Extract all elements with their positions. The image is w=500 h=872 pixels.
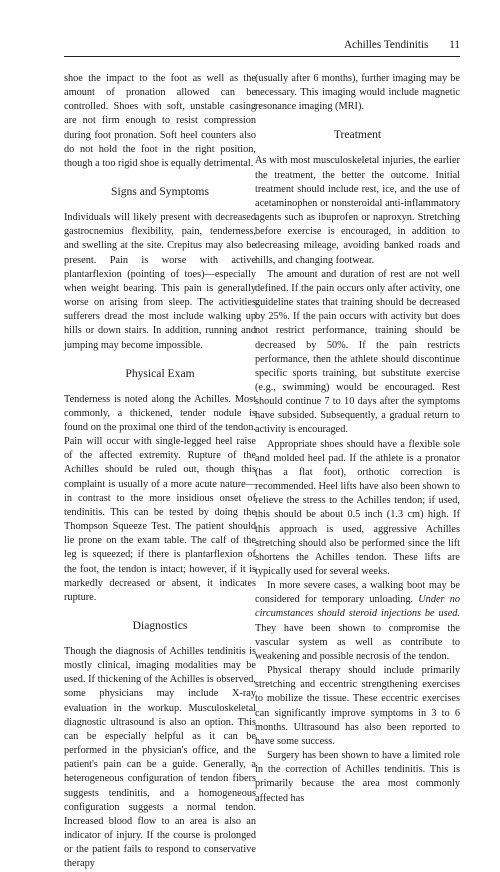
heading-physical-exam: Physical Exam xyxy=(125,366,195,380)
heading-treatment: Treatment xyxy=(333,128,382,142)
running-head xyxy=(64,34,460,57)
heading-diagnostics: Diagnostics xyxy=(132,619,188,632)
paragraph-shoes: Appropriate shoes should have a flexible sole and molded heel pad. If the athlete is a pronator (has a flat foot), orthotic correction is recommended. Heel lifts have also been shown to relieve the stress to the Achilles tendon; if used, this should be about 0.5 inch (1.3 cm) high. If this approach is used, aggressive Achilles stretching should also be performed since the lift shortens the Achilles tendon. These lifts are typically used for several weeks. xyxy=(255,438,460,577)
paragraph-imaging: (usually after 6 months), further imaging may be necessary. This imaging would include magnetic resonance imaging (MRI). xyxy=(255,73,460,113)
heading-signs-and-symptoms: Signs and Symptoms xyxy=(111,185,209,199)
left-column xyxy=(64,72,256,872)
right-column xyxy=(255,72,460,806)
walking-boot-text-end: They have been shown to compromise the vascular system as well as contribute to weakening and possible necrosis of the tendon. xyxy=(255,622,460,662)
paragraph-continued: shoe the impact to the foot as well as the amount of pronation allowed can be controlled. Shoes with soft, unstable casing are not firm enough to resist compression during foot pronation. Soft heel counters also do not hold the foot in the right position, though a too rigid shoe is equally detrimental. xyxy=(64,73,256,169)
page-number: 11 xyxy=(449,39,460,51)
steroid-warning: Under no circumstances should steroid injections be used. xyxy=(255,594,460,620)
walking-boot-text: In more severe cases, a walking boot may be considered for temporary unloading. xyxy=(255,580,460,606)
paragraph-signs: Individuals will likely present with decreased gastrocnemius flexibility, pain, tenderness, and swelling at the site. Crepitus may also be present. Pain is worse with active plantarflexion (pointing of toes)—especially when weight bearing. This pain is generally worse on arising from sleep. The activities sufferers dread the most include walking up hills or down stairs. In addition, running and jumping may become impossible. xyxy=(64,212,256,351)
running-title: Achilles Tendinitis xyxy=(343,39,429,51)
paragraph-physical-therapy: Physical therapy should include primarily stretching and eccentric strengthening exercises to mobilize the tissue. These eccentric exercises can significantly improve symptoms in 3 to 6 months. Ultrasound has also been reported to have some success. xyxy=(255,665,460,747)
paragraph-surgery: Surgery has been shown to have a limited role in the correction of Achilles tendinitis. This is primarily because the area most commonly affected has xyxy=(255,750,460,804)
paragraph-treatment-intro: As with most musculoskeletal injuries, the earlier the treatment, the better the outcome. Initial treatment should include rest, ice, and the use of acetaminophen or nonsteroidal anti-inflammatory agents such as ibuprofen or naproxyn. Stretching before exercise is encouraged, in addition to decreasing mileage, avoiding banked roads and hills, and changing footwear. xyxy=(255,155,460,266)
paragraph-walking-boot xyxy=(255,579,460,664)
paragraph-rest: The amount and duration of rest are not well defined. If the pain occurs only after activity, one guideline states that training should be decreased by 25%. If the pain occurs with activity but does not restrict performance, training should be decreased by 50%. If the pain restricts performance, then the athlete should discontinue specific sports training, but substitute exercise (e.g., swimming) would be encouraged. Rest should continue 7 to 10 days after the symptoms have subsided. Subsequently, a gradual return to activity is encouraged. xyxy=(255,268,460,436)
paragraph-diagnostics: Though the diagnosis of Achilles tendinitis is mostly clinical, imaging modalities may be used. If thickening of the Achilles is observed, some physicians may include X-ray evaluation in the workup. Musculoskeletal diagnostic ultrasound is also an option. This can be especially helpful as it can be performed in the physician's office, and the patient's pain can be a guide. Generally, a heterogeneous configuration of tendon fibers suggests tendinitis, and a homogeneous configuration suggests a normal tendon. Increased blood flow to an area is also an indicator of injury. If the course is prolonged or the patient fails to respond to conservative therapy xyxy=(64,646,256,870)
paragraph-physical-exam: Tenderness is noted along the Achilles. Most commonly, a thickened, tender nodule is found on the proximal one third of the tendon. Pain will occur with single-legged heel raise of the affected extremity. Rupture of the Achilles should be ruled out, though this complaint is usually of a more acute nature—in contrast to the more insidious onset of tendinitis. This can be tested by doing the Thompson Squeeze Test. The patient should lie prone on the exam table. The calf of the leg is squeezed; if there is plantarflexion of the foot, the tendon is intact; however, if it is markedly decreased or absent, it indicates rupture. xyxy=(64,393,256,603)
